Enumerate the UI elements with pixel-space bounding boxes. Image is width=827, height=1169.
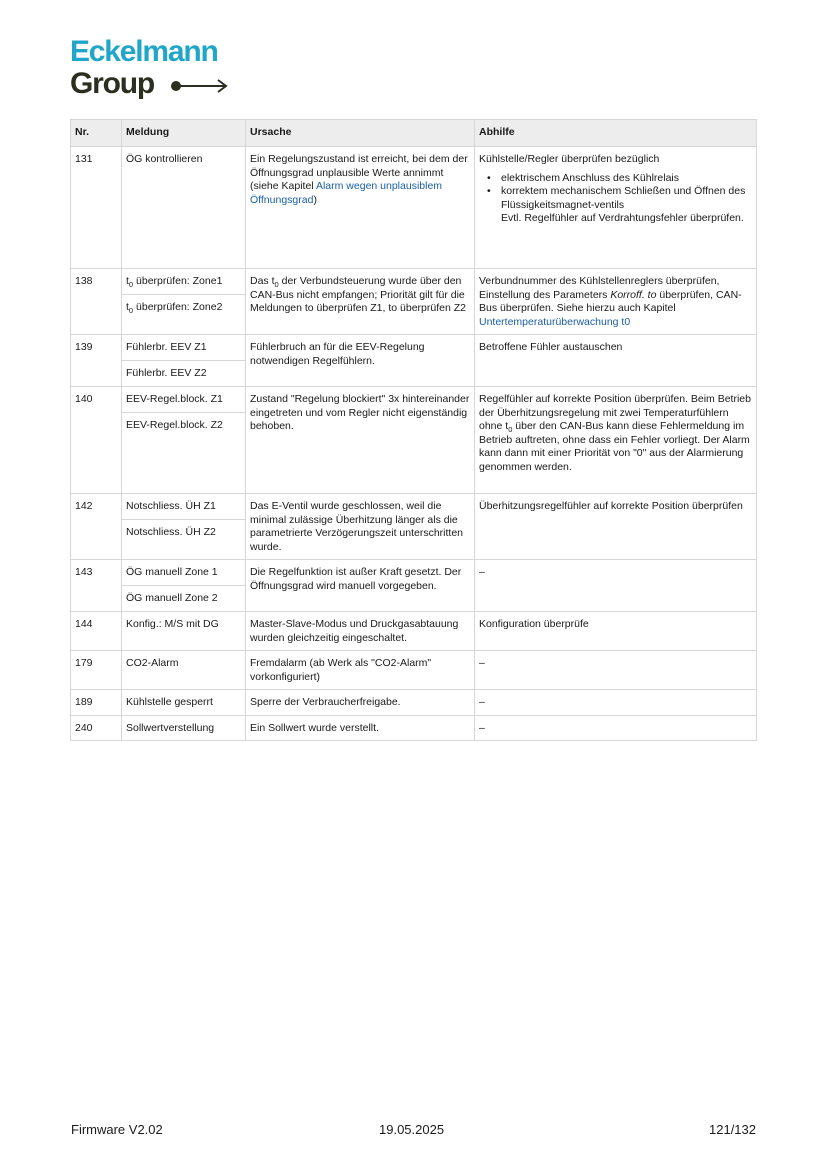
list-item: • elektrischem Anschluss des Kühlrelais	[487, 172, 752, 186]
row-abhilfe: Überhitzungsregelfühler auf korrekte Position überprüfen	[479, 500, 743, 512]
row-meldung: Konfig.: M/S mit DG	[126, 618, 219, 630]
row-ursache: Das $t_0$ der Verbundsteuerung wurde über den CAN-Bus nicht empfangen; Priorität gilt für die Meldungen to überprüfen Z1, to überprüfen Z2	[250, 275, 466, 314]
row-ursache: Das E-Ventil wurde geschlossen, weil die minimal zulässige Überhitzung länger als die parametrierte Verzögerungszeit unterschritten wurde.	[250, 500, 464, 553]
row-nr: 140	[75, 393, 93, 405]
row-abhilfe: –	[479, 566, 485, 578]
row-nr: 240	[75, 721, 93, 734]
row-meldung: ÖG kontrollieren	[126, 153, 203, 165]
row-abhilfe: –	[479, 696, 485, 708]
row-ursache: Zustand "Regelung blockiert" 3x hintereinander eingetreten und vom Regler nicht eigenständig behoben.	[250, 393, 470, 432]
row-meldung: EEV-Regel.block. Z1	[122, 387, 245, 413]
table-row	[71, 494, 757, 560]
header-meldung: Meldung	[122, 120, 246, 147]
row-meldung: Notschliess. ÜH Z1	[122, 494, 245, 520]
row-abhilfe: Regelfühler auf korrekte Position überprüfen. Beim Betrieb der Überhitzungsregelung mit zwei Temperaturfühlern ohne $t_0$ über den CAN-Bus kann diese Fehlermeldung im Betrieb auftreten, ohne dass ein Fehler vorliegt. Der Alarm kann dann mit einer Priorität von "0" aus der Alarmierung genommen werden.	[479, 393, 751, 473]
footer-page-number: 121/132	[709, 1122, 756, 1137]
table-header-row	[71, 120, 757, 147]
row-nr: 189	[75, 696, 93, 708]
row-meldung: CO2-Alarm	[126, 657, 179, 669]
logo-word-eckelmann: Eckelmann	[70, 35, 218, 68]
row-abhilfe: Betroffene Fühler austauschen	[479, 341, 623, 353]
row-meldung: Fühlerbr. EEV Z2	[126, 367, 207, 379]
row-meldung: Fühlerbr. EEV Z1	[122, 335, 245, 361]
row-nr: 139	[75, 341, 93, 353]
row-abhilfe: Verbundnummer des Kühlstellenreglers überprüfen, Einstellung des Parameters Korroff. to überprüfen, CAN-Bus überprüfen. Siehe hierzu auch Kapitel Untertemperaturüberwachung t0	[479, 275, 742, 328]
row-meldung: $t_0$ überprüfen: Zone2	[126, 301, 223, 316]
row-meldung: Kühlstelle gesperrt	[126, 696, 213, 708]
row-ursache: Fremdalarm (ab Werk als "CO2-Alarm" vorkonfiguriert)	[250, 657, 432, 683]
table-row	[71, 560, 757, 612]
header-abhilfe: Abhilfe	[475, 120, 757, 147]
row-ursache: Die Regelfunktion ist außer Kraft gesetzt. Der Öffnungsgrad wird manuell vorgegeben.	[250, 566, 462, 592]
row-nr: 144	[75, 618, 93, 630]
table-row	[71, 612, 757, 651]
row-meldung: EEV-Regel.block. Z2	[126, 419, 223, 431]
row-nr: 142	[75, 500, 93, 512]
row-nr: 131	[75, 153, 93, 165]
alarm-messages-table	[70, 119, 757, 741]
table-row	[71, 690, 757, 716]
footer-date: 19.05.2025	[379, 1122, 445, 1137]
logo-arrow-icon	[170, 79, 230, 93]
logo-word-group: Group	[70, 67, 154, 100]
row-nr: 179	[75, 657, 93, 669]
table-row	[71, 715, 757, 741]
table-row	[71, 269, 757, 335]
footer-firmware-version: Firmware V2.02	[71, 1122, 163, 1137]
company-logo	[70, 36, 240, 102]
row-ursache: Ein Sollwert wurde verstellt.	[250, 721, 379, 734]
row-nr: 143	[75, 566, 93, 578]
row-ursache: Ein Regelungszustand ist erreicht, bei dem der Öffnungsgrad unplausible Werte annimmt (siehe Kapitel Alarm wegen unplausiblem Öffnungsgrad)	[250, 153, 468, 206]
chapter-link[interactable]: Untertemperaturüberwachung t0	[479, 315, 631, 328]
header-ursache: Ursache	[246, 120, 475, 147]
row-ursache: Fühlerbruch an für die EEV-Regelung notwendigen Regelfühlern.	[250, 341, 425, 367]
row-ursache: Master-Slave-Modus und Druckgasabtauung wurden gleichzeitig eingeschaltet.	[250, 618, 459, 644]
table-row	[71, 147, 757, 269]
row-abhilfe: Konfiguration überprüfe	[479, 618, 589, 630]
row-meldung: Sollwertverstellung	[126, 721, 215, 734]
row-nr: 138	[75, 275, 93, 287]
row-meldung: ÖG manuell Zone 1	[122, 560, 245, 586]
table-row	[71, 387, 757, 494]
row-abhilfe: –	[479, 721, 485, 734]
chapter-link[interactable]: Alarm wegen unplausiblem Öffnungsgrad	[250, 180, 443, 206]
row-abhilfe: Kühlstelle/Regler überprüfen bezüglich • elektrischem Anschluss des Kühlrelais • korrektem mechanischem Schließen und Öffnen des Flüssigkeitsmagnet-ventils Evtl. Regelfühler auf Verdrahtungsfehler überprüfen.	[475, 147, 756, 231]
row-meldung: Notschliess. ÜH Z2	[126, 526, 216, 538]
list-item: • korrektem mechanischem Schließen und Öffnen des Flüssigkeitsmagnet-ventils	[487, 185, 752, 212]
table-row	[71, 651, 757, 690]
table-row	[71, 335, 757, 387]
remedy-list	[479, 172, 752, 213]
row-abhilfe: –	[479, 657, 485, 669]
header-nr: Nr.	[71, 120, 122, 147]
row-ursache: Sperre der Verbraucherfreigabe.	[250, 696, 401, 708]
row-meldung: ÖG manuell Zone 2	[126, 592, 218, 604]
row-meldung: $t_0$ überprüfen: Zone1	[122, 269, 245, 295]
